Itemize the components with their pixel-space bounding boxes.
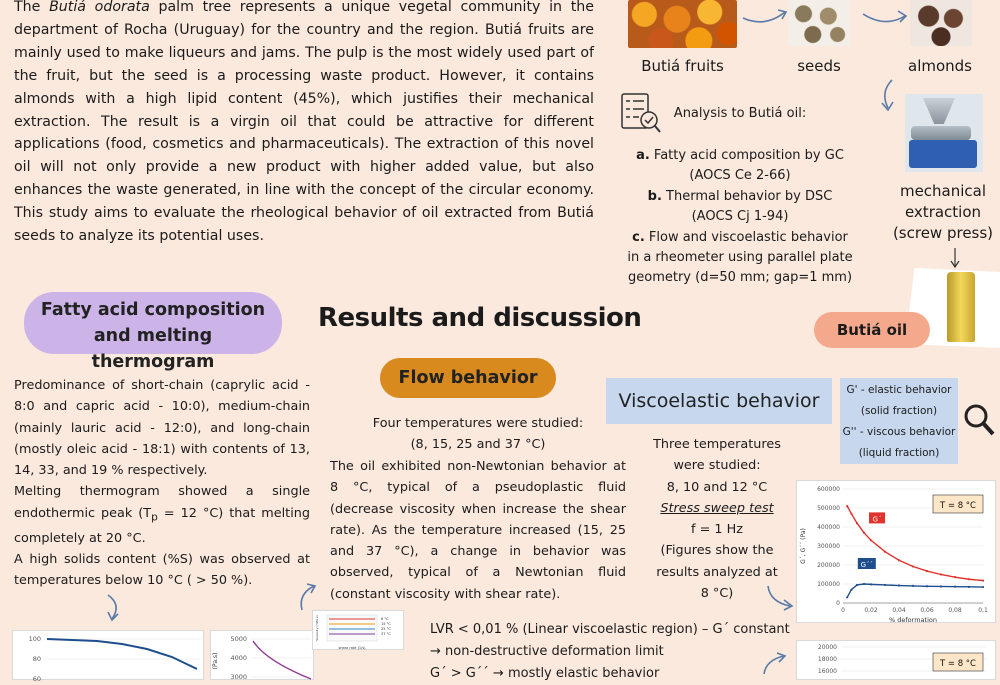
y-tick-label: 60 — [32, 675, 41, 683]
temperature-label: T = 8 °C — [939, 501, 977, 511]
y-axis-label: Viscosity (mPa.s) — [315, 615, 319, 641]
data-point — [898, 559, 900, 561]
y-tick-label: 500000 — [817, 505, 840, 512]
series-line — [253, 641, 311, 679]
series-label: G´ — [872, 515, 882, 524]
x-tick-label: 0 — [841, 607, 845, 614]
fatty-acid-pill: Fatty acid composition and melting thermogram — [24, 292, 282, 354]
seeds-label: seeds — [797, 57, 841, 75]
lvr-text: LVR < 0,01 % (Linear viscoelastic region) – G´ constant → non-destructive deformation limit G´ > G´´ → mostly elastic behavior — [430, 622, 790, 681]
viscosity-chart — [210, 630, 314, 680]
analysis-list: a. Fatty acid composition by GC (AOCS Ce 2-66) b. Thermal behavior by DSC (AOCS Cj 1-94) c. Flow and viscoelastic behavior in a rheometer using parallel plate geometry (d=50 mm; gap=1 mm) — [627, 148, 853, 286]
arrow-icon — [860, 2, 910, 28]
data-point — [898, 584, 900, 586]
data-point — [940, 573, 942, 575]
data-point — [982, 579, 984, 581]
x-axis-label: % deformation — [889, 616, 937, 624]
extraction-label: mechanical extraction (screw press) — [892, 182, 994, 242]
fruits-label: Butiá fruits — [641, 57, 724, 75]
flow-chart-small — [312, 610, 404, 650]
data-point — [968, 578, 970, 580]
x-tick-label: 0,04 — [892, 607, 906, 614]
arrow-right-icon — [760, 652, 790, 676]
analysis-title: Analysis to Butiá oil: — [673, 106, 807, 121]
arrow-right-icon — [764, 582, 798, 612]
arrow-up-icon — [296, 580, 322, 614]
flow-text: The oil exhibited non-Newtonian behavior at 8 °C, typical of a pseudoplastic fluid (decrease viscosity when increase the shear rate). As the temperature increased (15, 25 and 37 °C), a change in behavior was observed, typical of a Newtonian fluid (constant viscosity with shear rate). — [330, 459, 626, 602]
y-tick-label: 400000 — [817, 524, 840, 531]
butia-fruits-photo — [628, 0, 737, 48]
series-line — [47, 639, 197, 669]
flow-heading: Four temperatures were studied: (8, 15, 25 and 37 °C) — [372, 416, 584, 453]
y-tick-label: 20000 — [817, 644, 837, 651]
data-point — [912, 565, 914, 567]
legend-label: 15 °C — [381, 622, 391, 626]
data-point — [870, 539, 872, 541]
temperature-label: T = 8 °C — [939, 659, 977, 669]
data-point — [856, 584, 858, 586]
flow-behavior-pill: Flow behavior — [380, 358, 556, 398]
viscoelastic-pill: Viscoelastic behavior — [606, 378, 832, 424]
data-point — [846, 596, 848, 598]
arrow-icon — [740, 2, 790, 28]
y-tick-label: 16000 — [817, 668, 837, 675]
viscoelastic-chart — [796, 480, 996, 623]
data-point — [926, 570, 928, 572]
y-tick-label: 5000 — [230, 635, 247, 643]
y-tick-label: 600000 — [817, 486, 840, 493]
data-point — [863, 532, 865, 534]
data-point — [912, 585, 914, 587]
x-tick-label: 0,06 — [920, 607, 934, 614]
series-label: G´´ — [860, 561, 874, 569]
data-point — [926, 585, 928, 587]
results-title: Results and discussion — [318, 303, 642, 333]
y-tick-label: 300000 — [817, 543, 840, 550]
legend-label: 25 °C — [381, 627, 391, 631]
data-point — [954, 586, 956, 588]
legend-label: 37 °C — [381, 632, 391, 636]
data-point — [863, 583, 865, 585]
x-axis-label: shear rate (1/s) — [338, 646, 366, 650]
species-name: Butiá odorata — [49, 0, 150, 15]
g-legend-box: G' - elastic behavior (solid fraction) G'' - viscous behavior (liquid fraction) — [840, 378, 958, 464]
seeds-photo — [788, 0, 850, 46]
y-axis-label: (Pa.s) — [212, 652, 219, 670]
data-point — [850, 589, 852, 591]
viscoelastic-text: Three temperatures were studied: 8, 10 and 12 °C Stress sweep test f = 1 Hz (Figures show the results analyzed at 8 °C) — [653, 437, 781, 602]
data-point — [846, 505, 848, 507]
intro-paragraph: The Butiá odorata palm tree represents a unique vegetal community in the department of Rocha (Uruguay) for the country and the region. Butiá fruits are mainly used to make liqueurs and jams. The pulp is the most widely used part of the fruit, but the seed is a processing waste product. However, it contains almonds with a high lipid content (45%), which justifies their mechanical extraction. The result is a virgin oil that could be attractive for different applications (food, cosmetics and pharmaceuticals). The extraction of this novel oil will not only provide a new product with higher added value, but also enhances the waste generated, in line with the concept of the circular economy. This study aims to evaluate the rheological behavior of oil extracted from Butiá seeds to analyze its potential uses. — [14, 0, 594, 245]
data-point — [884, 551, 886, 553]
data-point — [954, 576, 956, 578]
y-tick-label: 4000 — [230, 654, 247, 662]
legend-label: 8 °C — [381, 617, 389, 621]
series-line-0 — [847, 506, 983, 580]
y-tick-label: 100 — [28, 635, 41, 643]
y-axis-label: G´, G´´ (Pa) — [800, 528, 807, 564]
data-point — [850, 513, 852, 515]
x-tick-label: 0,02 — [864, 607, 878, 614]
fatty-acid-text: Predominance of short-chain (caprylic acid - 8:0 and capric acid - 10:0), medium-chain (mainly lauric acid - 12:0), and long-chain (mostly oleic acid - 18:1) with contents of 13, 14, 33, and 19 % respectively. Melting thermogram showed a single endothermic peak ($T_p = 12$ °C) that melting completely at 20 °C. A high solids content (%S) was observed at temperatures below 10 °C ( > 50 %). — [14, 378, 310, 589]
data-point — [870, 583, 872, 585]
series-line-1 — [847, 584, 983, 597]
data-point — [940, 585, 942, 587]
y-tick-label: 0 — [836, 600, 840, 607]
y-tick-label: 3000 — [230, 673, 247, 681]
almonds-label: almonds — [908, 57, 972, 75]
almonds-photo — [910, 0, 972, 46]
data-point — [884, 584, 886, 586]
y-tick-label: 18000 — [817, 656, 837, 663]
y-tick-label: 100000 — [817, 581, 840, 588]
y-tick-label: 80 — [32, 655, 41, 663]
screw-press-photo — [905, 94, 983, 172]
solids-chart — [12, 630, 204, 683]
data-point — [982, 586, 984, 588]
magnifier-icon — [962, 402, 996, 438]
butia-oil-badge: Butiá oil — [814, 312, 930, 348]
x-tick-label: 0,1 — [978, 607, 988, 614]
arrow-down-icon — [948, 246, 962, 270]
data-point — [856, 522, 858, 524]
x-tick-label: 0,08 — [948, 607, 962, 614]
viscoelastic-chart-2 — [796, 640, 996, 680]
arrow-down-icon — [102, 593, 126, 623]
data-point — [968, 586, 970, 588]
y-tick-label: 200000 — [817, 562, 840, 569]
